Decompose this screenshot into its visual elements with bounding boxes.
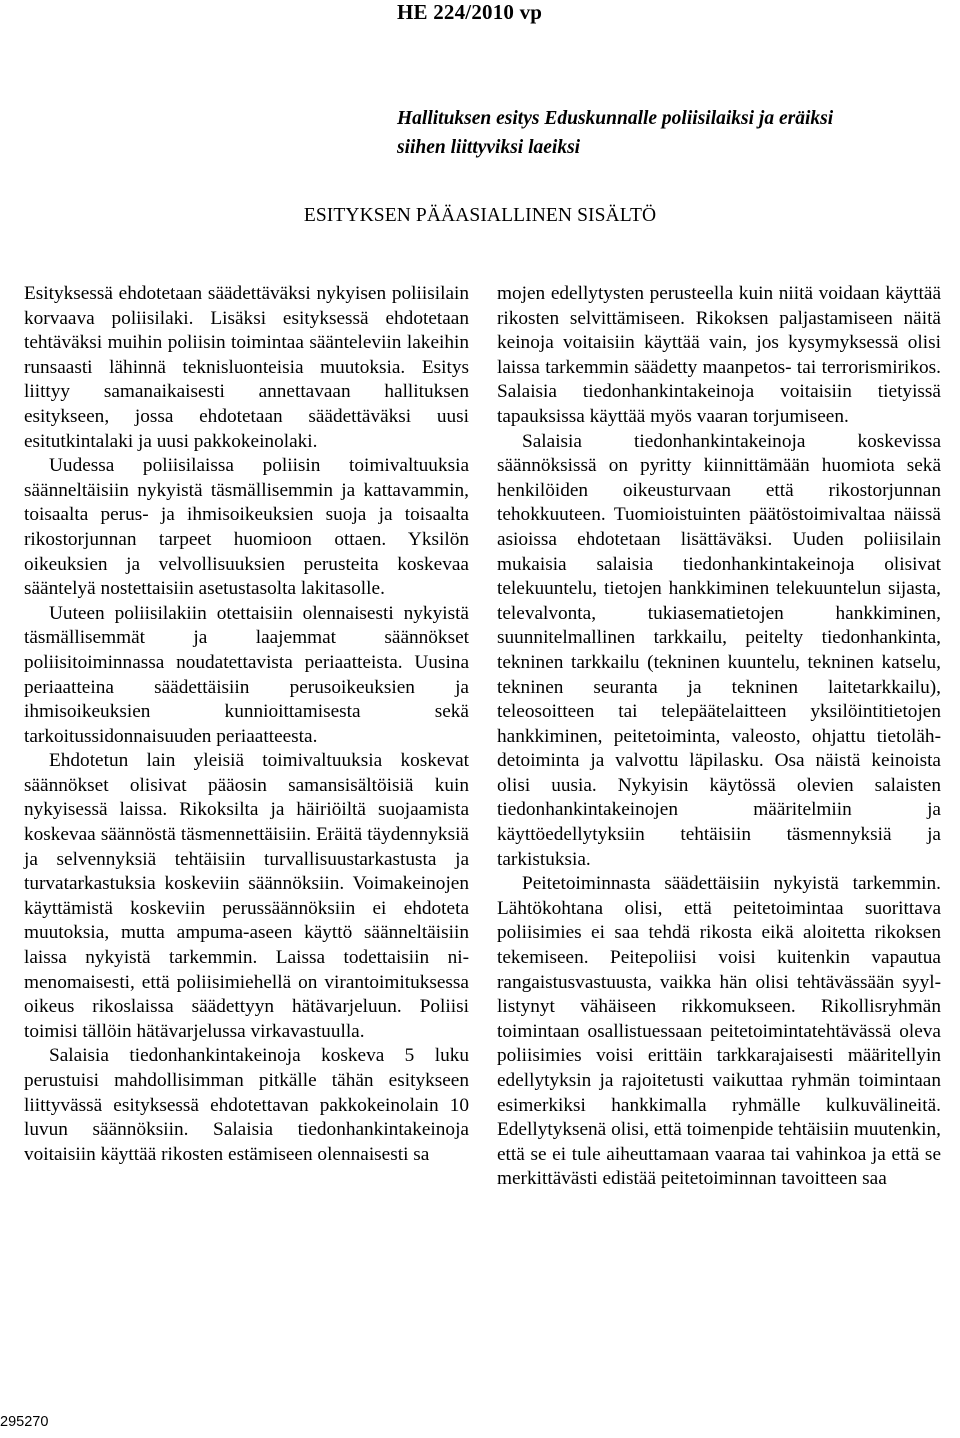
section-heading: ESITYKSEN PÄÄASIALLINEN SISÄLTÖ [303,205,657,226]
paragraph: Esityksessä ehdotetaan säädettäväksi nykyisen poliisilain korvaava poliisilaki. Lisäksi esityksessä ehdotetaan tehtäväksi muihin poliisin toimintaa säänteleviin lakeihin runsaasti lähinnä teknisluonteisia muutoksia. Esitys liittyy samanaikaisesti annettavaan hallituksen esitykseen, jossa ehdotetaan säädettäväksi uusi esitutkintalaki ja uusi pakkokeinolaki. [24,283,469,452]
paragraph: Uudessa poliisilaissa poliisin toimivaltuuksia säänneltäisiin nykyistä täsmällisemmin ja kattavammin, toisaalta perus- ja ihmisoikeuksien suoja ja toisaalta rikostorjunnan tarpeet huomioon ottaen. Yksilön oikeuksien ja velvollisuuksien perusteita koskevaa sääntelyä nostettaisiin asetustasolta lakitasolle. [24,455,469,600]
left-text-column [24,282,469,1167]
paragraph: Peitetoiminnasta säädettäisiin nykyistä tarkemmin. Lähtökohtana olisi, että peitetoimintaa suorittava poliisimies ei saa tehdä rikosta eikä aloitetta rikoksen tekemiseen. Peitepoliisi voisi kuitenkin vapautua rangaistusvastuusta, vaikka hän olisi tehtävässään syyllistynyt vähäiseen rikkomukseen. Rikollisryhmän toimintaan osallistuessaan peitetoimintatehtävässä oleva poliisimies voisi erittäin tarkkarajaisesti määritellyin edellytyksin ja rajoitetusti vaikuttaa ryhmän toimintaan esimerkiksi hankkimalla ryhmälle kulkuvälineitä. Edellytyksenä olisi, että toimenpide tehtäisiin muutenkin, että se ei tule aiheuttamaan vaaraa tai vahinkoa ja että se merkittävästi edistää peitetoiminnan tavoitteen saa [497,873,941,1190]
paragraph: Ehdotetun lain yleisiä toimivaltuuksia koskevat säännökset olisivat pääosin samansisältöisiä kuin nykyisessä laissa. Rikoksilta ja häiriöiltä suojaamista koskevaa säännöstä täsmennettäisiin. Eräitä täydennyksiä ja selvennyksiä tehtäisiin turvallisuustarkastusta ja turvatarkastuksia koskeviin säännöksiin. Voimakeinojen käyttämistä koskeviin perussäännöksiin ei ehdoteta muutoksia, mutta ampuma-aseen käyttö säänneltäisiin laissa nykyistä tarkemmin. Laissa todettaisiin nimenomaisesti, että poliisimiehellä on virantoimituksessa oikeus rikoslaissa säädettyyn hätävarjeluun. Poliisi toimisi tällöin hätävarjelussa virkavastuulla. [24,750,469,1042]
paragraph: Uuteen poliisilakiin otettaisiin olennaisesti nykyistä täsmällisemmät ja laajemmat säännökset poliisitoiminnassa noudatettavista periaatteista. Uusina periaatteina säädettäisiin perusoikeuksien ja ihmisoikeuksien kunnioittamisesta sekä tarkoitussidonnaisuuden periaatteesta. [24,602,469,747]
right-text-column [497,282,941,1192]
footer-document-code: 295270 [0,1414,49,1430]
paragraph: mojen edellytysten perusteella kuin niitä voidaan käyttää rikosten selvittämiseen. Rikoksen paljastamiseen näitä keinoja voitaisiin käyttää vain, jos kysymyksessä olisi laissa tarkemmin säädetty maanpetos- tai terrorismirikos. Salaisia tiedonhankintakeinoja voitaisiin tietyissä tapauksissa käyttää myös vaaran torjumiseen. [497,283,941,427]
paragraph: Salaisia tiedonhankintakeinoja koskevissa säännöksissä on pyritty kiinnittämään huomiota sekä henkilöiden oikeusturvaan että rikostorjunnan tehokkuuteen. Tuomioistuinten päätöstoimivaltaa näissä asioissa ehdotetaan lisättäväksi. Uuden poliisilain mukaisia salaisia tiedonhankintakeinoja olisivat telekuuntelu, tietojen hankkiminen telekuuntelun sijasta, televalvonta, tukiasematietojen hankkiminen, suunnitelmallinen tarkkailu, peitelty tiedonhankinta, tekninen tarkkailu (tekninen kuuntelu, tekninen katselu, tekninen seuranta ja tekninen laitetarkkailu), teleosoitteen tai telepäätelaitteen yksilöintitietojen hankkiminen, peitetoiminta, valeosto, ohjattu tietolähdetoiminta ja valvottu läpilasku. Osa näistä keinoista olisi uusia. Nykyisin käytössä olevien salaisten tiedonhankintakeinojen määritelmiin ja käyttöedellytyksiin tehtäisiin täsmennyksiä ja tarkistuksia. [497,430,941,870]
document-title-line-2: siihen liittyviksi laeiksi [397,137,581,158]
document-id: HE 224/2010 vp [397,0,543,24]
document-title-line-1: Hallituksen esitys Eduskunnalle poliisilaiksi ja eräiksi [397,108,834,129]
paragraph: Salaisia tiedonhankintakeinoja koskeva 5 luku perustuisi mahdollisimman pitkälle tähän esitykseen liittyvässä esityksessä ehdotettavan pakkokeinolain 10 luvun säännöksiin. Salaisia tiedonhankintakeinoja voitaisiin käyttää rikosten estämiseen olennaisesti sa [24,1045,469,1165]
